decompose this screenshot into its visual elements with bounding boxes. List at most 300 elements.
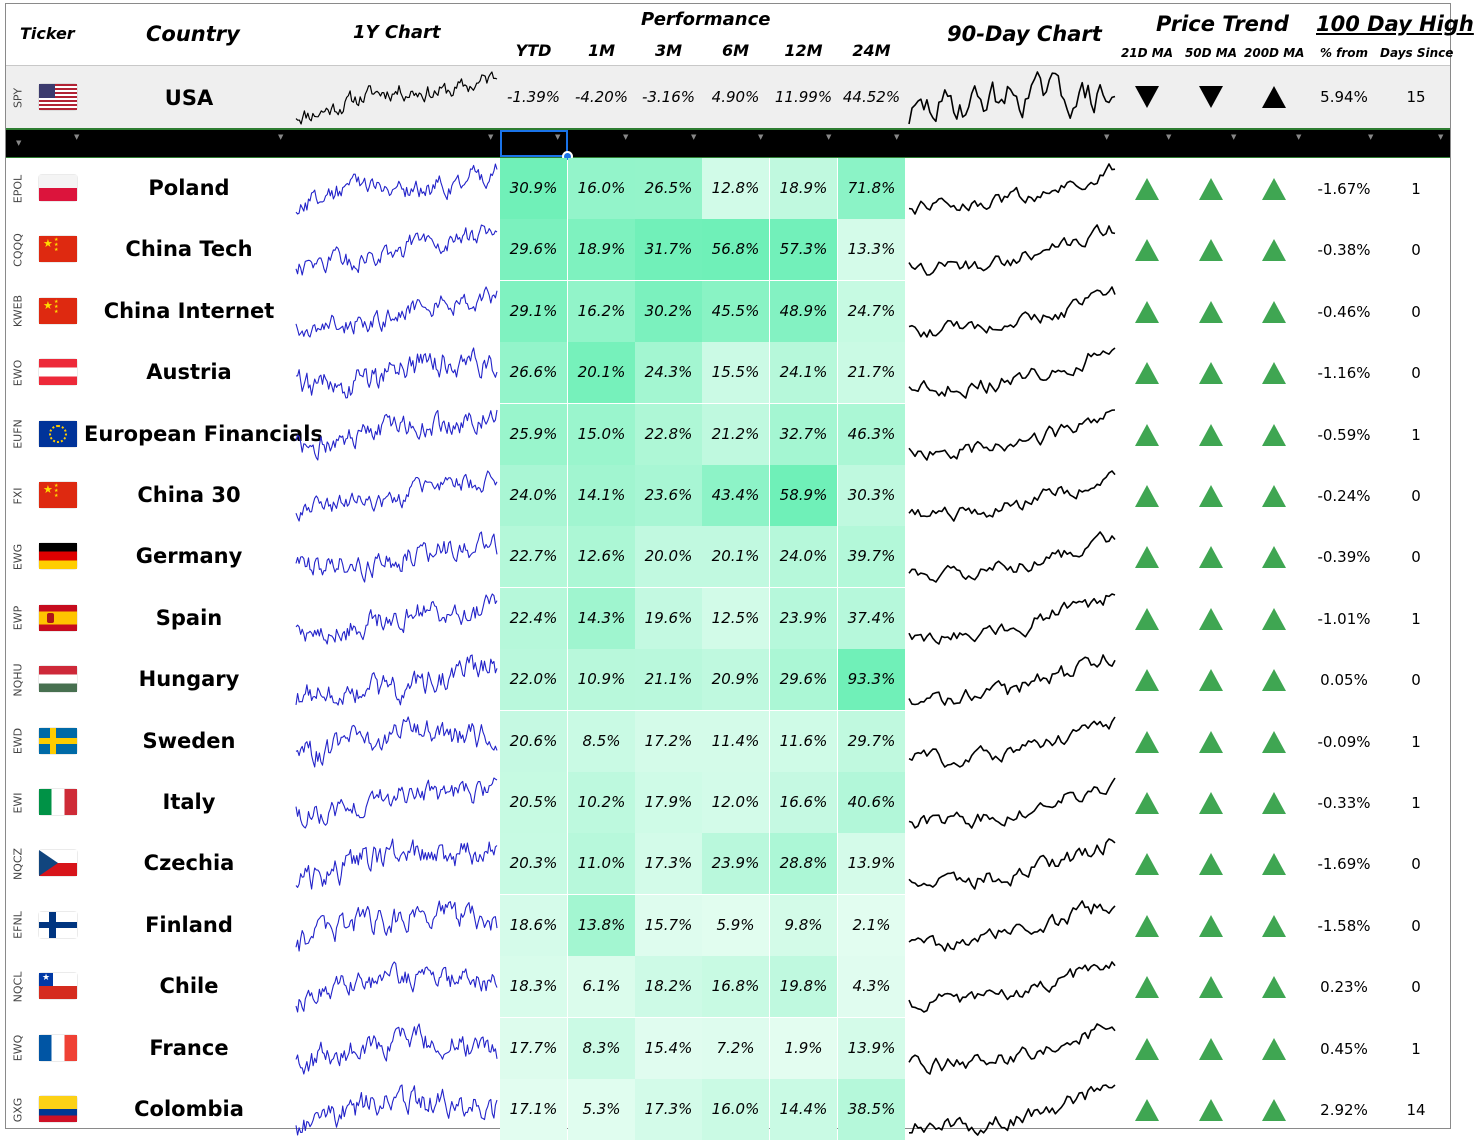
trend-up-icon [1199, 731, 1223, 753]
country-name: Czechia [143, 851, 235, 876]
perf-24m [838, 281, 905, 342]
sparkline-90d [907, 160, 1117, 218]
sparkline-path [296, 471, 497, 521]
ticker-cell [6, 465, 31, 526]
sparkline-1y [294, 590, 499, 648]
ticker-label: NQCZ [11, 847, 25, 880]
perf-24m [838, 895, 905, 956]
perf-value: 14.3% [577, 608, 626, 627]
perf-ytd [500, 1079, 567, 1140]
trend-up-icon [1199, 976, 1223, 998]
perf-value: 58.9% [779, 486, 828, 504]
trend-up-icon [1262, 915, 1286, 937]
sparkline-path [296, 225, 497, 275]
sparkline-path [909, 72, 1115, 124]
benchmark-row[interactable] [6, 65, 1450, 129]
perf-12m [770, 526, 837, 587]
perf-24m [838, 219, 905, 280]
perf-6m [702, 895, 769, 956]
ticker-label: KWEB [11, 295, 25, 328]
perf-ytd [500, 465, 567, 526]
pct-from-high: -0.24% [1317, 487, 1371, 505]
trend-up-icon [1262, 1099, 1286, 1121]
trend-up-icon [1262, 485, 1286, 507]
header-perf-3m[interactable]: 3M [654, 41, 683, 60]
ticker-label: EFNL [11, 911, 25, 940]
perf-6m: 4.90% [711, 88, 760, 106]
flag-cn-icon: ★ ★ ★ ★ [39, 482, 77, 508]
filter-arrow-icon[interactable]: ▼ [623, 133, 629, 141]
perf-value: 7.2% [716, 1038, 755, 1057]
header-ma-1[interactable]: 21D MA [1120, 46, 1174, 60]
perf-12m [770, 219, 837, 280]
perf-value: 29.6% [509, 240, 558, 259]
sparkline-path [909, 225, 1115, 275]
perf-value: 15.5% [711, 363, 760, 382]
filter-arrow-icon[interactable]: ▼ [758, 133, 764, 141]
perf-value: 46.3% [847, 424, 896, 443]
flag-fr-icon [39, 1035, 77, 1061]
perf-value: 30.3% [847, 486, 896, 504]
trend-up-icon [1135, 485, 1159, 507]
perf-value: 20.0% [644, 547, 693, 566]
header-perf-1m[interactable]: 1M [587, 41, 616, 60]
trend-up-icon [1199, 1099, 1223, 1121]
sparkline-path [909, 962, 1115, 1012]
ticker-cell [6, 956, 31, 1017]
perf-value: 28.8% [779, 854, 828, 873]
sparkline-path [909, 1085, 1115, 1135]
perf-3m [635, 219, 702, 280]
perf-value: 10.2% [577, 793, 626, 811]
perf-ytd [500, 649, 567, 710]
sparkline-1y [294, 774, 499, 832]
table-row[interactable] [6, 1018, 1450, 1079]
filter-arrow-icon[interactable]: ▼ [16, 139, 22, 147]
country-name: Poland [148, 176, 230, 200]
pct-from-high: 2.92% [1320, 1101, 1368, 1119]
perf-value: 17.1% [509, 1100, 558, 1118]
filter-arrow-icon[interactable]: ▼ [1368, 133, 1374, 141]
sparkline-1y [294, 897, 499, 955]
header-100-day-high[interactable]: 100 Day High [1316, 12, 1474, 36]
sparkline-1y [294, 958, 499, 1016]
perf-1m [568, 772, 635, 833]
sparkline-1y [294, 528, 499, 586]
perf-value: 71.8% [847, 179, 896, 197]
ticker-label: EUFN [11, 419, 25, 449]
days-since-high: 15 [1406, 88, 1426, 106]
filter-arrow-icon[interactable]: ▼ [278, 133, 284, 141]
perf-24m [838, 526, 905, 587]
perf-value: 18.9% [779, 179, 828, 197]
trend-up-icon [1262, 792, 1286, 814]
trend-up-icon [1199, 239, 1223, 261]
sparkline-path [296, 839, 497, 889]
perf-3m [635, 1018, 702, 1079]
perf-1m [568, 281, 635, 342]
perf-12m [770, 158, 837, 219]
ticker-label: CQQQ [11, 233, 25, 267]
perf-value: 10.9% [577, 670, 626, 689]
perf-value: 13.9% [847, 1038, 896, 1057]
perf-value: 2.1% [852, 915, 891, 934]
perf-6m [702, 1079, 769, 1140]
sparkline-90d [907, 774, 1117, 832]
perf-3m [635, 895, 702, 956]
ticker-cell [6, 1018, 31, 1079]
sparkline-path [909, 164, 1115, 214]
perf-12m [770, 956, 837, 1017]
filter-arrow-icon[interactable]: ▼ [1166, 133, 1172, 141]
perf-1m [568, 649, 635, 710]
pct-from-high: -1.69% [1317, 855, 1371, 874]
table-row[interactable] [6, 956, 1450, 1017]
sparkline-path [909, 410, 1115, 460]
perf-value: 18.2% [644, 977, 693, 996]
table-row[interactable] [6, 772, 1450, 833]
perf-12m [770, 588, 837, 649]
perf-6m [702, 342, 769, 403]
perf-3m [635, 588, 702, 649]
table-row[interactable] [6, 833, 1450, 894]
sparkline-1y [294, 835, 499, 893]
trend-up-icon [1135, 792, 1159, 814]
perf-1m: -4.20% [574, 88, 629, 106]
trend-up-icon [1199, 1038, 1223, 1060]
perf-24m [838, 956, 905, 1017]
perf-value: 16.6% [779, 793, 828, 811]
trend-up-icon [1199, 853, 1223, 875]
trend-up-icon [1262, 731, 1286, 753]
filter-arrow-icon[interactable]: ▼ [1104, 133, 1110, 141]
perf-6m [702, 588, 769, 649]
country-name: Italy [162, 790, 216, 814]
header-performance[interactable]: Performance [641, 9, 771, 30]
header-ticker[interactable]: Ticker [20, 24, 75, 43]
perf-value: 16.8% [711, 977, 760, 996]
header-1y-chart[interactable]: 1Y Chart [353, 22, 441, 43]
filter-row [6, 128, 1450, 158]
header-perf-24m[interactable]: 24M [852, 41, 891, 60]
perf-value: 6.1% [582, 977, 621, 996]
perf-value: 22.7% [509, 547, 558, 566]
header-country[interactable]: Country [146, 22, 240, 46]
pct-from-high: -0.59% [1317, 425, 1371, 444]
perf-24m [838, 404, 905, 465]
flag-us-icon [39, 84, 77, 110]
sparkline-path [296, 962, 497, 1012]
sparkline-1y [294, 467, 499, 525]
sparkline-90d [907, 835, 1117, 893]
sparkline-path [296, 1024, 497, 1074]
perf-value: 15.4% [644, 1038, 693, 1057]
trend-up-icon [1135, 301, 1159, 323]
ticker-label: EPOL [11, 174, 25, 203]
ticker-label: NQHU [11, 663, 25, 697]
table-row[interactable] [6, 649, 1450, 710]
sparkline-path [296, 901, 497, 951]
perf-value: 22.4% [509, 608, 558, 627]
perf-ytd [500, 219, 567, 280]
perf-1m [568, 833, 635, 894]
sparkline-path [909, 287, 1115, 337]
filter-arrow-icon[interactable]: ▼ [1438, 133, 1444, 141]
perf-value: 23.9% [779, 608, 828, 627]
perf-value: 18.6% [509, 915, 558, 934]
country-name: Finland [145, 912, 233, 937]
sparkline-path [296, 410, 497, 460]
filter-arrow-icon[interactable]: ▼ [555, 133, 561, 141]
perf-ytd [500, 526, 567, 587]
ticker-cell [6, 281, 31, 342]
filter-arrow-icon[interactable]: ▼ [894, 133, 900, 141]
table-row[interactable] [6, 219, 1450, 280]
sparkline-1y [294, 344, 499, 402]
perf-value: 5.9% [716, 915, 755, 934]
days-since-high: 1 [1411, 180, 1421, 198]
pct-from-high: -1.01% [1317, 609, 1371, 628]
perf-value: 26.6% [509, 363, 558, 382]
filter-arrow-icon[interactable]: ▼ [826, 133, 832, 141]
ticker-cell [6, 404, 31, 465]
flag-fi-icon [39, 912, 77, 938]
perf-ytd [500, 281, 567, 342]
trend-up-icon [1135, 546, 1159, 568]
days-since-high: 0 [1411, 978, 1421, 997]
perf-value: 22.0% [509, 670, 558, 689]
perf-value: 20.9% [711, 670, 760, 689]
days-since-high: 1 [1411, 425, 1421, 444]
perf-value: 24.0% [779, 547, 828, 566]
perf-6m [702, 1018, 769, 1079]
sparkline-path [909, 655, 1115, 705]
perf-24m [838, 342, 905, 403]
ticker-label: SPY [11, 87, 25, 108]
filter-arrow-icon[interactable]: ▼ [691, 133, 697, 141]
flag-cn-icon: ★ ★ ★ ★ [39, 298, 77, 324]
perf-3m [635, 342, 702, 403]
perf-value: 24.7% [847, 301, 896, 320]
flag-at-icon [39, 359, 77, 385]
perf-1m [568, 404, 635, 465]
sparkline-90d [907, 590, 1117, 648]
flag-se-icon [39, 728, 77, 754]
perf-12m [770, 281, 837, 342]
header-perf-6m[interactable]: 6M [721, 41, 750, 60]
flag-eu-icon [39, 421, 77, 447]
sparkline-path [296, 717, 497, 767]
header-ma-2[interactable]: 50D MA [1184, 46, 1238, 60]
ticker-label: GXG [11, 1097, 25, 1122]
flag-es-icon [39, 605, 77, 631]
sparkline-90d [907, 283, 1117, 341]
perf-ytd [500, 833, 567, 894]
trend-up-icon [1135, 976, 1159, 998]
country-name: Hungary [138, 667, 240, 692]
table-row[interactable] [6, 342, 1450, 403]
sparkline-path [296, 594, 497, 644]
perf-1m [568, 711, 635, 772]
header-pct-from[interactable]: % from [1319, 46, 1369, 60]
pct-from-high: 0.23% [1320, 978, 1368, 997]
ticker-label: EWP [11, 606, 25, 631]
trend-up-icon [1262, 239, 1286, 261]
trend-up-icon [1135, 1038, 1159, 1060]
table-row[interactable] [6, 526, 1450, 587]
flag-cl-icon: ★ [39, 973, 77, 999]
pct-from-high: -1.67% [1317, 180, 1371, 198]
ticker-cell [6, 649, 31, 710]
perf-1m [568, 895, 635, 956]
perf-3m [635, 649, 702, 710]
flag-hu-icon [39, 666, 77, 692]
header-days-since[interactable]: Days Since [1380, 46, 1454, 60]
perf-3m [635, 158, 702, 219]
ticker-label: EWO [11, 359, 25, 386]
country-name: European Financials [84, 421, 323, 446]
days-since-high: 1 [1411, 732, 1421, 751]
perf-value: 25.9% [509, 424, 558, 443]
sparkline-90d [907, 528, 1117, 586]
filter-arrow-icon[interactable]: ▼ [1296, 133, 1302, 141]
sparkline-1y [294, 651, 499, 709]
header-90d-chart[interactable]: 90-Day Chart [947, 22, 1102, 46]
perf-value: 23.6% [644, 486, 693, 504]
country-name: China 30 [137, 483, 241, 507]
table-row[interactable] [6, 895, 1450, 956]
header-perf-12m[interactable]: 12M [784, 41, 823, 60]
perf-6m [702, 711, 769, 772]
filter-arrow-icon[interactable]: ▼ [74, 133, 80, 141]
perf-value: 11.4% [711, 731, 760, 750]
perf-3m [635, 711, 702, 772]
perf-ytd: -1.39% [506, 88, 561, 106]
days-since-high: 1 [1411, 1039, 1421, 1058]
perf-3m [635, 465, 702, 526]
perf-3m [635, 772, 702, 833]
perf-value: 12.5% [711, 608, 760, 627]
sparkline-1y [294, 160, 499, 218]
perf-value: 37.4% [847, 608, 896, 627]
country-name: China Tech [125, 237, 253, 262]
sparkline-90d [907, 221, 1117, 279]
ticker-cell [6, 66, 31, 129]
table-row[interactable] [6, 588, 1450, 649]
trend-up-icon [1262, 546, 1286, 568]
perf-6m [702, 833, 769, 894]
perf-ytd [500, 342, 567, 403]
flag-co-icon [39, 1096, 77, 1122]
sparkline-path [909, 839, 1115, 889]
filter-arrow-icon[interactable]: ▼ [488, 133, 494, 141]
perf-value: 17.2% [644, 731, 693, 750]
perf-1m [568, 219, 635, 280]
perf-value: 12.0% [711, 793, 760, 811]
perf-12m [770, 404, 837, 465]
table-row[interactable] [6, 158, 1450, 219]
sparkline-1y [294, 221, 499, 279]
country-name: Colombia [134, 1097, 244, 1121]
perf-1m [568, 1079, 635, 1140]
perf-6m [702, 526, 769, 587]
pct-from-high: -1.58% [1317, 916, 1371, 935]
selected-cell[interactable] [500, 130, 568, 157]
table-row[interactable] [6, 711, 1450, 772]
perf-1m [568, 342, 635, 403]
perf-value: 22.8% [644, 424, 693, 443]
ticker-cell [6, 219, 31, 280]
sparkline-90d [907, 68, 1117, 128]
sparkline-path [909, 471, 1115, 521]
perf-12m [770, 1018, 837, 1079]
sparkline-path [909, 532, 1115, 582]
table-row[interactable] [6, 465, 1450, 526]
header-price-trend[interactable]: Price Trend [1156, 12, 1289, 36]
trend-up-icon [1199, 792, 1223, 814]
sparkline-1y [294, 406, 499, 464]
table-row[interactable] [6, 1079, 1450, 1140]
perf-1m [568, 526, 635, 587]
perf-value: 16.2% [577, 301, 626, 320]
perf-value: 43.4% [711, 486, 760, 504]
sparkline-path [296, 532, 497, 582]
perf-value: 15.7% [644, 915, 693, 934]
perf-ytd [500, 711, 567, 772]
ticker-label: EWG [11, 543, 25, 571]
perf-value: 24.3% [644, 363, 693, 382]
perf-value: 13.9% [847, 854, 896, 873]
header-perf-ytd[interactable]: YTD [515, 41, 552, 60]
perf-6m [702, 404, 769, 465]
sparkline-90d [907, 958, 1117, 1016]
perf-value: 13.8% [577, 915, 626, 934]
perf-value: 8.5% [582, 731, 621, 750]
sparkline-1y [294, 713, 499, 771]
perf-value: 20.1% [711, 547, 760, 566]
trend-up-icon [1199, 915, 1223, 937]
sparkline-path [296, 164, 497, 214]
perf-24m: 44.52% [842, 88, 901, 106]
days-since-high: 0 [1411, 241, 1421, 260]
perf-6m [702, 465, 769, 526]
sparkline-90d [907, 1020, 1117, 1078]
sparkline-90d [907, 897, 1117, 955]
trend-up-icon [1262, 301, 1286, 323]
country-name: Germany [135, 544, 243, 569]
perf-value: 9.8% [784, 915, 823, 934]
filter-arrow-icon[interactable]: ▼ [1231, 133, 1237, 141]
trend-up-icon [1199, 546, 1223, 568]
trend-up-icon [1262, 976, 1286, 998]
table-row[interactable] [6, 404, 1450, 465]
perf-value: 11.0% [577, 854, 626, 873]
header-ma-3[interactable]: 200D MA [1244, 46, 1305, 60]
perf-value: 13.3% [847, 240, 896, 259]
pct-from-high: -0.09% [1317, 732, 1371, 751]
table-row[interactable] [6, 281, 1450, 342]
perf-value: 24.0% [509, 486, 558, 504]
trend-up-icon [1262, 608, 1286, 630]
trend-down-icon [1135, 86, 1159, 108]
ticker-cell [6, 1079, 31, 1140]
ticker-cell [6, 588, 31, 649]
perf-value: 8.3% [582, 1038, 621, 1057]
perf-12m [770, 649, 837, 710]
trend-up-icon [1135, 178, 1159, 200]
perf-value: 39.7% [847, 547, 896, 566]
perf-value: 19.6% [644, 608, 693, 627]
